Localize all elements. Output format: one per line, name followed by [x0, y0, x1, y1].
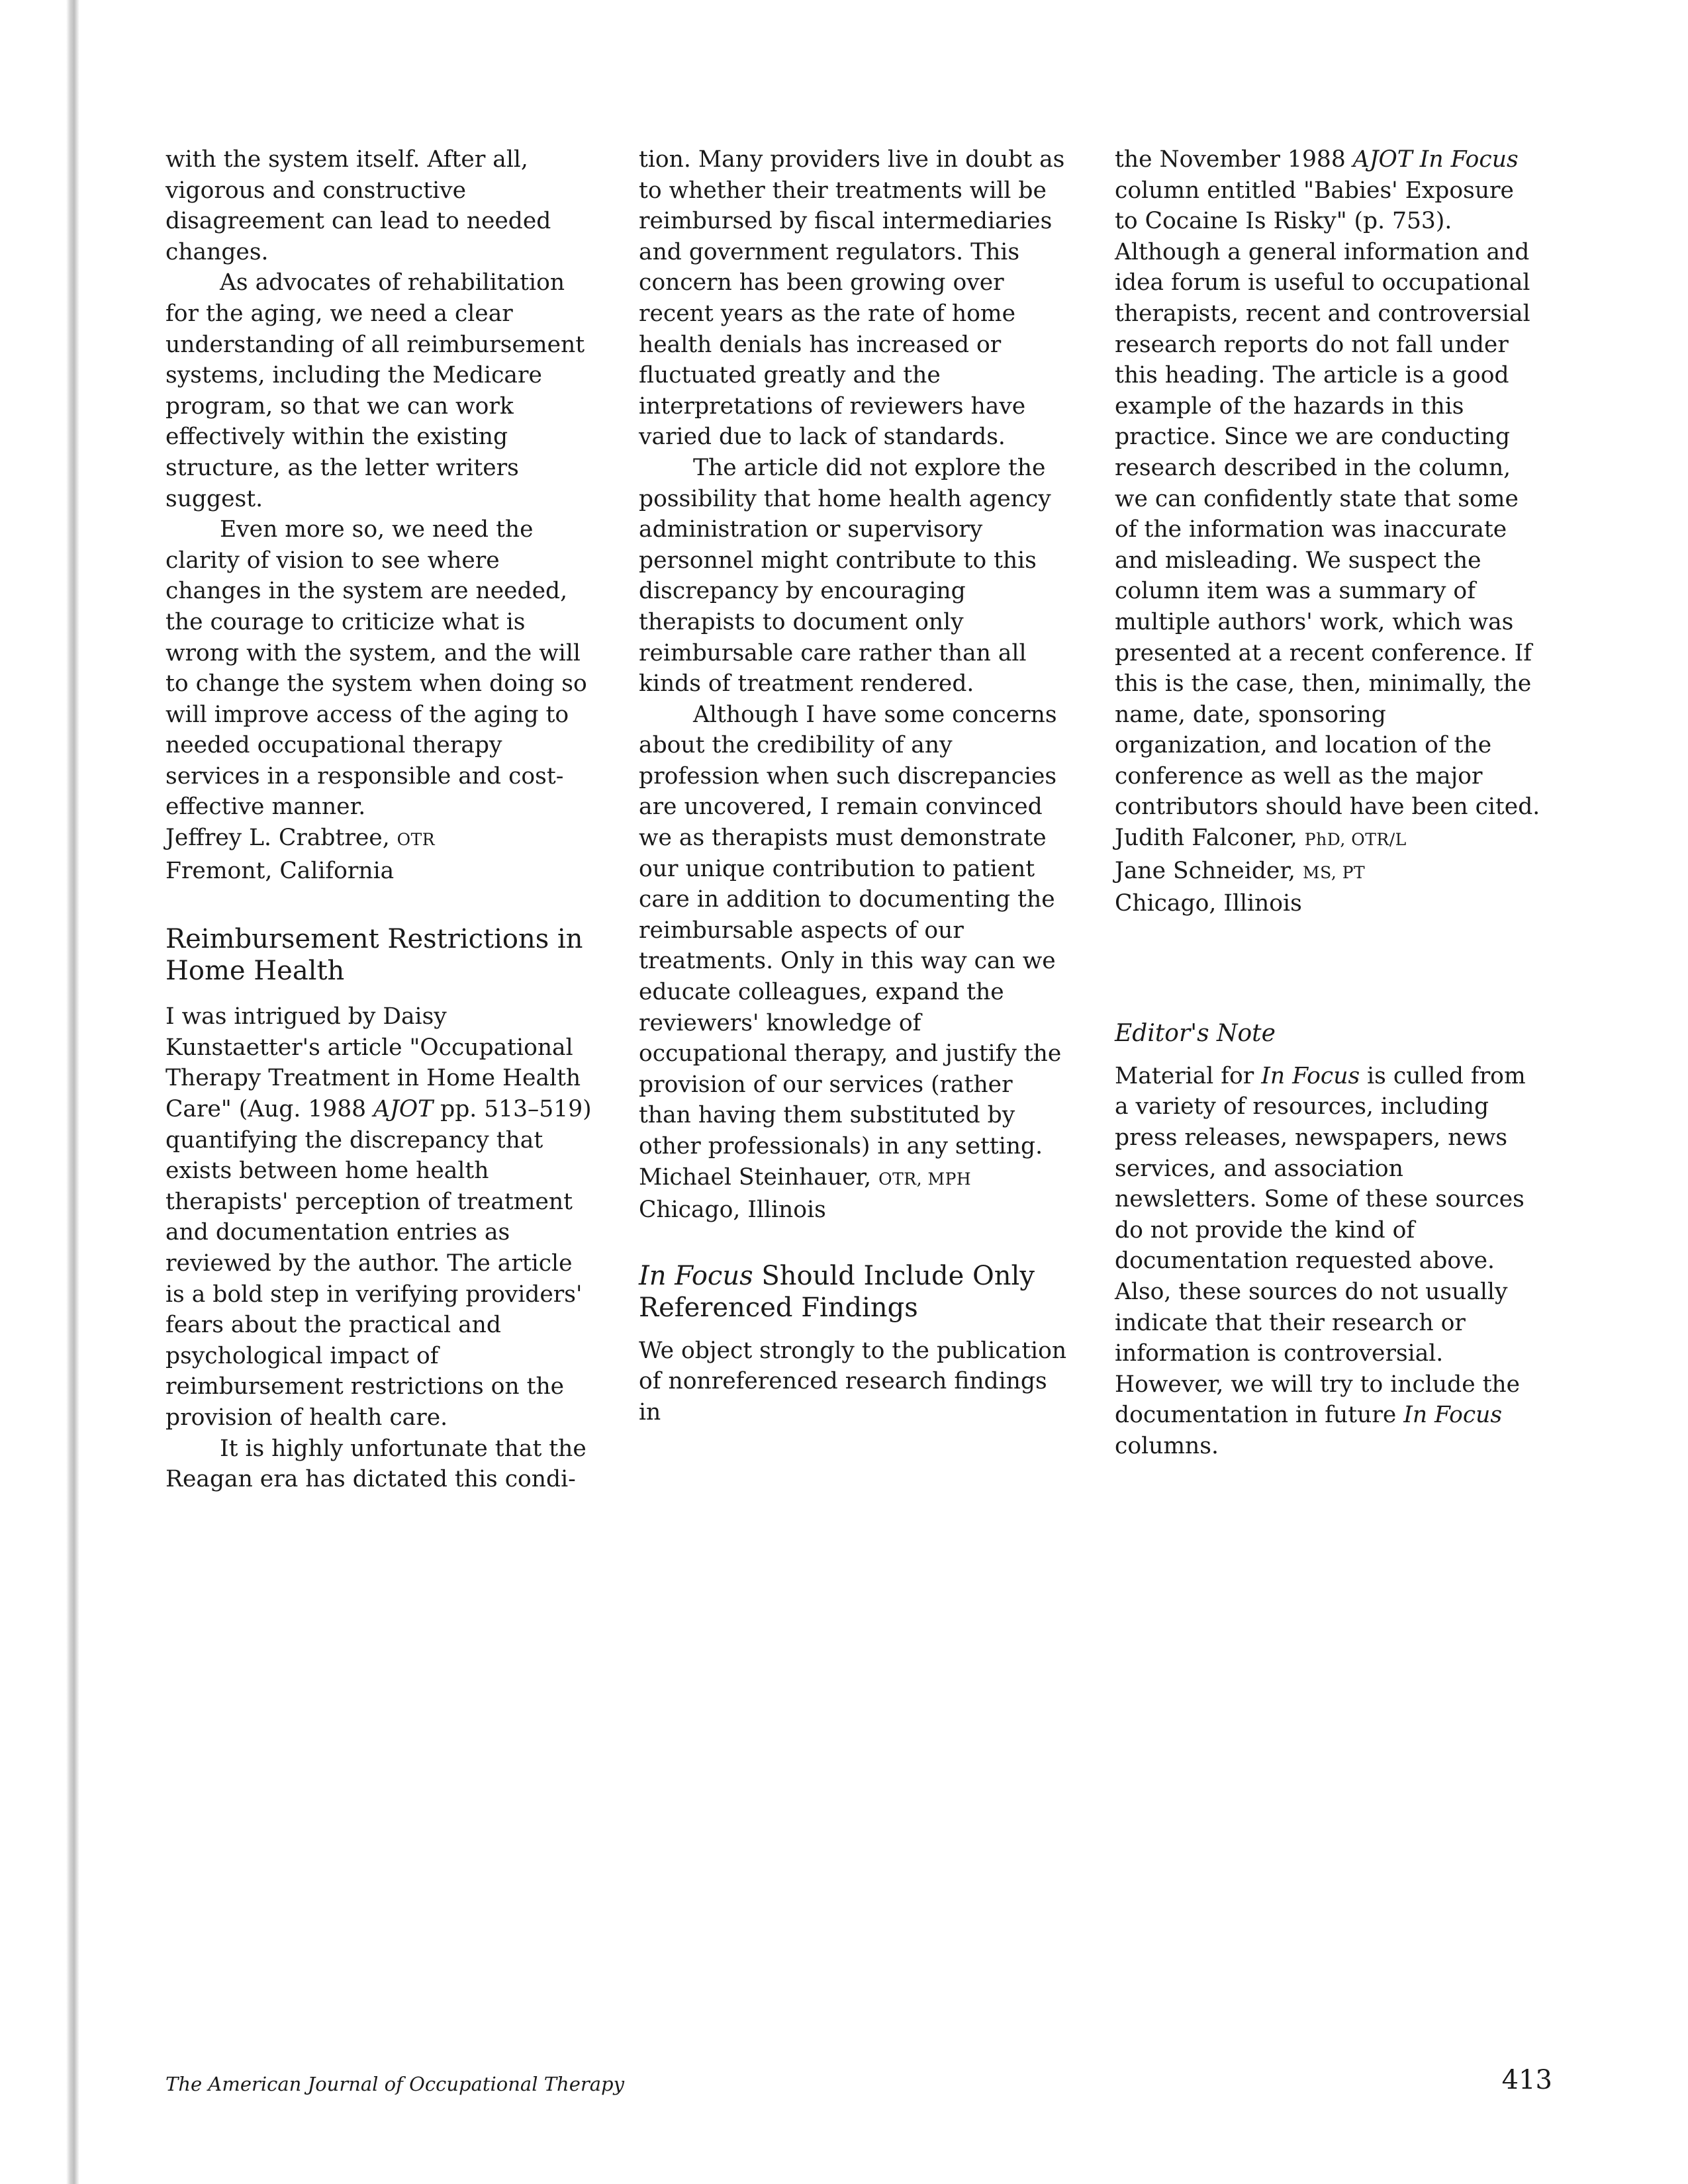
signature-location: Fremont, California	[165, 857, 395, 884]
column-3	[1115, 144, 1544, 1462]
signature-name: Jeffrey L. Crabtree,	[165, 825, 390, 852]
letter-signature	[639, 1162, 1068, 1195]
signature-location: Chicago, Illinois	[639, 1197, 826, 1224]
paragraph: It is highly unfortunate that the Reagan era has dictated this condi-	[165, 1435, 586, 1493]
column-1	[165, 144, 594, 1495]
signature-location: Chicago, Illinois	[1115, 890, 1302, 917]
editors-note-heading: Editor's Note	[1115, 1019, 1276, 1047]
paragraph: tion. Many providers live in doubt as to whether their treatments will be reimbursed by fiscal intermediaries and government regulators. This concern has been growing over recent years as the rate of home health denials has increased or fluctuated greatly and the interpretations of reviewers have varied due to lack of standards.	[639, 146, 1065, 451]
editors-note-paragraph: Material for In Focus is culled from a variety of resources, including press releases, newspapers, news services, and association newsletters. Some of these sources do not provide the kind of documentation requested above. Also, these sources do not usually indicate that their research or information is controversial. However, we will try to include the documentation in future In Focus columns.	[1115, 1062, 1526, 1459]
letter-heading: In Focus Should Include Only Referenced Findings	[639, 1260, 1035, 1323]
signature-credentials: OTR, MPH	[878, 1169, 972, 1189]
signature-name: Jane Schneider,	[1115, 857, 1296, 884]
letter-signature	[165, 823, 594, 856]
paragraph: I was intrigued by Daisy Kunstaetter's article "Occupational Therapy Treatment in Home Health Care" (Aug. 1988 AJOT pp. 513–519) quantifying the discrepancy that exists between home health therapists' perception of treatment and documentation entries as reviewed by the author. The article is a bold step in verifying providers' fears about the practical and psychological impact of reimbursement restrictions on the provision of health care.	[165, 1003, 592, 1431]
paragraph: We object strongly to the publication of nonreferenced research findings in	[639, 1337, 1067, 1426]
paragraph: As advocates of rehabilitation for the aging, we need a clear understanding of all reimbursement systems, including the Medicare program, so that we can work effectively within the existing structure, as the letter writers suggest.	[165, 269, 585, 512]
page-number: 413	[1501, 2065, 1552, 2095]
paragraph: Although I have some concerns about the credibility of any profession when such discrepancies are uncovered, I remain convinced we as therapists must demonstrate our unique contribution to patient care in addition to documenting the reimbursable aspects of our treatments. Only in this way can we educate colleagues, expand the reviewers' knowledge of occupational therapy, and justify the provision of our services (rather than having them substituted by other professionals) in any setting.	[639, 701, 1062, 1160]
paragraph: the November 1988 AJOT In Focus column entitled "Babies' Exposure to Cocaine Is Risky" (p. 753). Although a general information and idea forum is useful to occupational therapists, recent and controversial research reports do not fall under this heading. The article is a good example of the hazards in this practice. Since we are conducting research described in the column, we can confidently state that some of the information was inaccurate and misleading. We suspect the column item was a summary of multiple authors' work, which was presented at a recent conference. If this is the case, then, minimally, the name, date, sponsoring organization, and location of the conference as well as the major contributors should have been cited.	[1115, 146, 1540, 821]
column-2	[639, 144, 1068, 1428]
footer-journal-title: The American Journal of Occupational Therapy	[165, 2073, 624, 2095]
signature-credentials: OTR	[397, 830, 436, 850]
signature-credentials: PhD, OTR/L	[1304, 830, 1407, 850]
signature-name: Judith Falconer,	[1115, 825, 1297, 852]
paragraph: Even more so, we need the clarity of vision to see where changes in the system are needed, the courage to criticize what is wrong with the system, and the will to change the system when doing so will improve access of the aging to needed occupational therapy services in a responsible and cost-effective manner.	[165, 516, 587, 821]
page-binding-edge	[0, 0, 79, 2184]
signature-credentials: MS, PT	[1303, 862, 1366, 882]
letter-heading: Reimbursement Restrictions in Home Health	[165, 924, 583, 987]
signature-name: Michael Steinhauer,	[639, 1163, 872, 1191]
paragraph: The article did not explore the possibility that home health agency administration or supervisory personnel might contribute to this discrepancy by encouraging therapists to document only reimbursable care rather than all kinds of treatment rendered.	[639, 454, 1051, 698]
paragraph: with the system itself. After all, vigorous and constructive disagreement can lead to needed changes.	[165, 146, 551, 265]
letter-signature	[1115, 856, 1544, 889]
letter-signature	[1115, 823, 1544, 856]
